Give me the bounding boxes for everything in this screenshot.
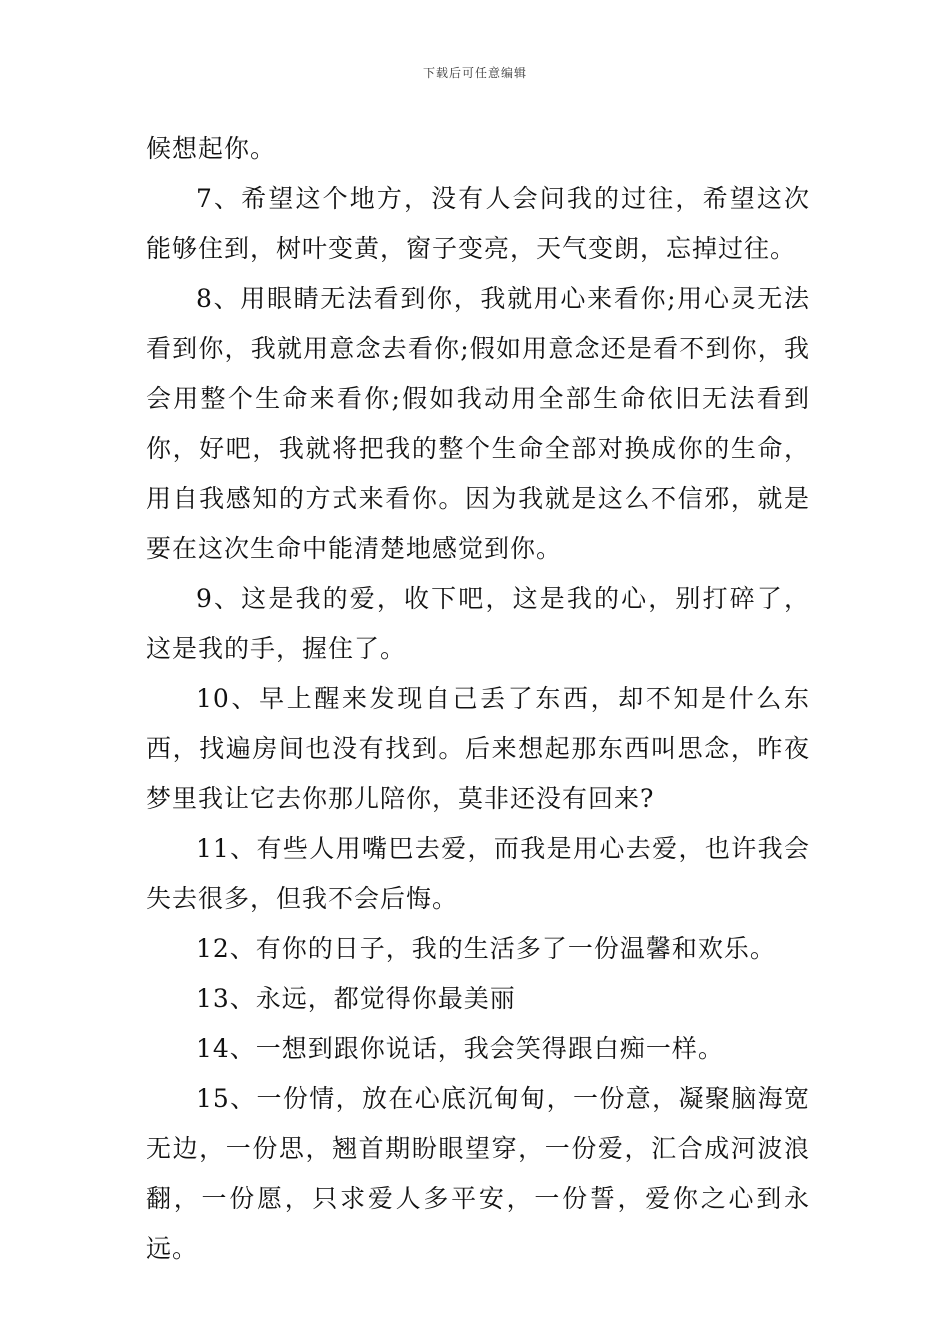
paragraph-11: 11、有些人用嘴巴去爱，而我是用心去爱，也许我会失去很多，但我不会后悔。: [146, 834, 810, 913]
paragraph-9: 9、这是我的爱，收下吧，这是我的心，别打碎了，这是我的手，握住了。: [146, 584, 810, 663]
paragraph-12: 12、有你的日子，我的生活多了一份温馨和欢乐。: [196, 934, 776, 963]
paragraph-15: 15、一份情，放在心底沉甸甸，一份意，凝聚脑海宽无边，一份思，翘首期盼眼望穿，一份爱，汇合成河波浪翻，一份愿，只求爱人多平安，一份誓，爱你之心到永远。: [146, 1084, 810, 1263]
paragraph-10: 10、早上醒来发现自己丢了东西，却不知是什么东西，找遍房间也没有找到。后来想起那东西叫思念，昨夜梦里我让它去你那儿陪你，莫非还没有回来?: [146, 684, 810, 813]
document-body: [146, 124, 810, 1274]
paragraph-13: 13、永远，都觉得你最美丽: [196, 984, 516, 1013]
paragraph-8: 8、用眼睛无法看到你，我就用心来看你;用心灵无法看到你，我就用意念去看你;假如用意念还是看不到你，我会用整个生命来看你;假如我动用全部生命依旧无法看到你，好吧，我就将把我的整个生命全部对换成你的生命，用自我感知的方式来看你。因为我就是这么不信邪，就是要在这次生命中能清楚地感觉到你。: [146, 284, 810, 563]
paragraph-continuation: 候想起你。: [146, 134, 277, 163]
page-header: 下载后可任意编辑: [422, 66, 527, 80]
paragraph-14: 14、一想到跟你说话，我会笑得跟白痴一样。: [196, 1034, 724, 1063]
paragraph-7: 7、希望这个地方，没有人会问我的过往，希望这次能够住到，树叶变黄，窗子变亮，天气变朗，忘掉过往。: [146, 184, 810, 263]
